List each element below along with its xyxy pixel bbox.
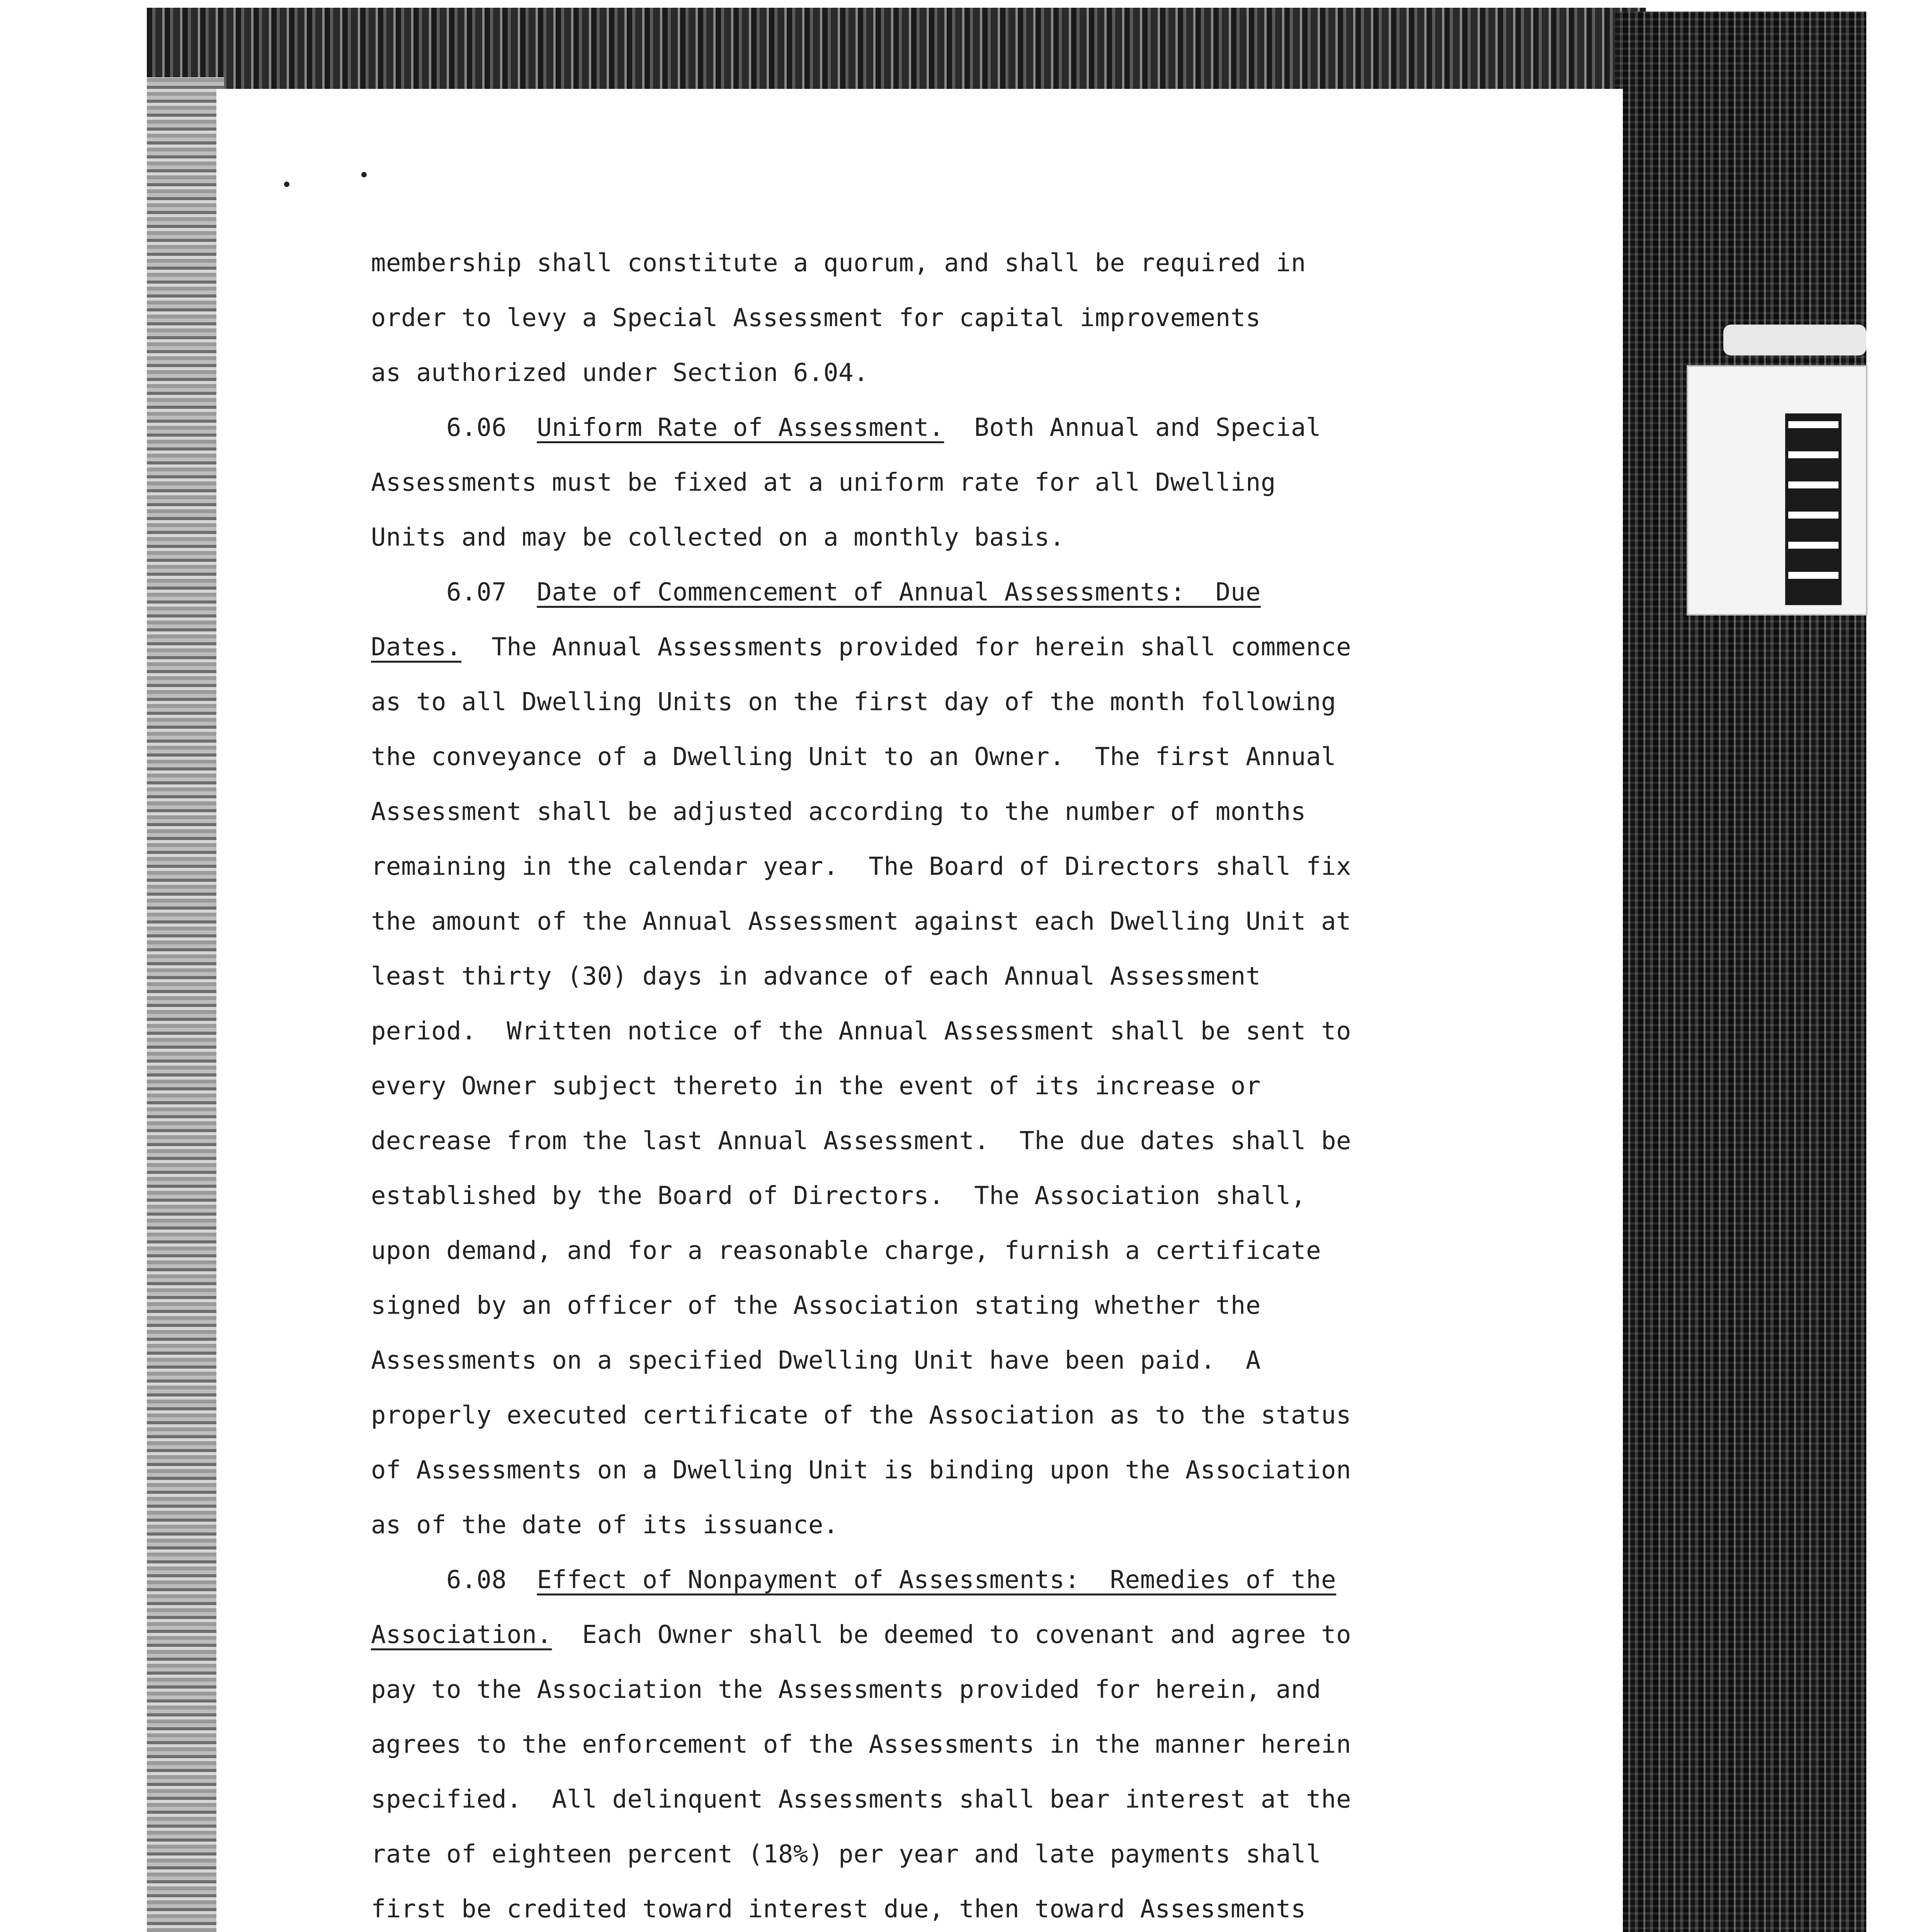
section-heading: Effect of Nonpayment of Assessments: Remedies of the: [537, 1566, 1336, 1594]
line-text: the conveyance of a Dwelling Unit to an Owner. The first Annual: [371, 743, 1336, 771]
document-line: [371, 839, 1453, 894]
scan-edge-top: [147, 8, 1646, 100]
stray-mark: [284, 182, 289, 187]
document-line: [371, 784, 1453, 839]
line-text: Each Owner shall be deemed to covenant and agree to: [552, 1621, 1352, 1649]
line-text: first be credited toward interest due, then toward Assessments: [371, 1895, 1306, 1923]
document-line: [371, 1168, 1453, 1223]
line-text: 6.07: [371, 578, 537, 607]
line-text: period. Written notice of the Annual Assessment shall be sent to: [371, 1017, 1352, 1046]
line-text: Both Annual and Special: [944, 413, 1321, 442]
line-text: rate of eighteen percent (18%) per year and late payments shall: [371, 1840, 1321, 1869]
section-heading: Dates.: [371, 633, 462, 662]
document-line: [371, 1059, 1453, 1114]
line-text: Assessments must be fixed at a uniform rate for all Dwelling: [371, 468, 1276, 497]
line-text: Assessments on a specified Dwelling Unit have been paid. A: [371, 1346, 1261, 1375]
document-line: [371, 1882, 1453, 1932]
line-text: Units and may be collected on a monthly basis.: [371, 523, 1065, 552]
document-line: [371, 894, 1453, 949]
document-line: [371, 455, 1453, 510]
line-text: every Owner subject thereto in the event of its increase or: [371, 1072, 1261, 1100]
document-line: [371, 1004, 1453, 1059]
binder-clip-tab: [1723, 325, 1866, 355]
binder-clip-bars: [1785, 413, 1842, 605]
scan-edge-right: [1615, 12, 1866, 1932]
line-text: as to all Dwelling Units on the first day of the month following: [371, 688, 1336, 716]
line-text: least thirty (30) days in advance of each Annual Assessment: [371, 962, 1261, 991]
line-text: 6.06: [371, 413, 537, 442]
document-line: [371, 1607, 1453, 1662]
document-line: [371, 565, 1453, 620]
line-text: the amount of the Annual Assessment against each Dwelling Unit at: [371, 907, 1352, 936]
document-line: [371, 1662, 1453, 1717]
line-text: as of the date of its issuance.: [371, 1511, 838, 1539]
line-text: remaining in the calendar year. The Board of Directors shall fix: [371, 852, 1352, 881]
document-line: [371, 1498, 1453, 1553]
document-line: [371, 1443, 1453, 1498]
document-line: [371, 730, 1453, 784]
line-text: as authorized under Section 6.04.: [371, 359, 869, 387]
document-line: [371, 1388, 1453, 1443]
document-line: [371, 620, 1453, 675]
line-text: Assessment shall be adjusted according to the number of months: [371, 798, 1306, 826]
line-text: of Assessments on a Dwelling Unit is binding upon the Association: [371, 1456, 1352, 1485]
document-line: [371, 291, 1453, 345]
document-line: [371, 1278, 1453, 1333]
document-line: [371, 1772, 1453, 1827]
document-body: [371, 236, 1453, 1932]
document-line: [371, 345, 1453, 400]
document-line: [371, 1553, 1453, 1607]
line-text: decrease from the last Annual Assessment. The due dates shall be: [371, 1127, 1352, 1155]
document-line: [371, 675, 1453, 730]
section-heading: Association.: [371, 1621, 552, 1649]
document-line: [371, 949, 1453, 1004]
document-line: [371, 400, 1453, 455]
line-text: The Annual Assessments provided for herein shall commence: [461, 633, 1352, 662]
line-text: order to levy a Special Assessment for capital improvements: [371, 304, 1261, 332]
document-line: [371, 1827, 1453, 1882]
line-text: pay to the Association the Assessments provided for herein, and: [371, 1675, 1321, 1704]
line-text: agrees to the enforcement of the Assessments in the manner herein: [371, 1730, 1352, 1759]
line-text: established by the Board of Directors. The Association shall,: [371, 1182, 1306, 1210]
document-line: [371, 1717, 1453, 1772]
line-text: properly executed certificate of the Association as to the status: [371, 1401, 1352, 1430]
document-line: [371, 236, 1453, 291]
document-line: [371, 510, 1453, 565]
line-text: upon demand, and for a reasonable charge, furnish a certificate: [371, 1236, 1321, 1265]
line-text: membership shall constitute a quorum, and shall be required in: [371, 249, 1306, 277]
section-heading: Date of Commencement of Annual Assessments: Due: [537, 578, 1261, 607]
section-heading: Uniform Rate of Assessment.: [537, 413, 944, 442]
document-line: [371, 1333, 1453, 1388]
document-line: [371, 1223, 1453, 1278]
line-text: signed by an officer of the Association stating whether the: [371, 1291, 1261, 1320]
document-line: [371, 1114, 1453, 1168]
line-text: 6.08: [371, 1566, 537, 1594]
line-text: specified. All delinquent Assessments shall bear interest at the: [371, 1785, 1352, 1814]
scan-edge-left: [147, 77, 224, 1932]
stray-mark: [361, 172, 367, 177]
